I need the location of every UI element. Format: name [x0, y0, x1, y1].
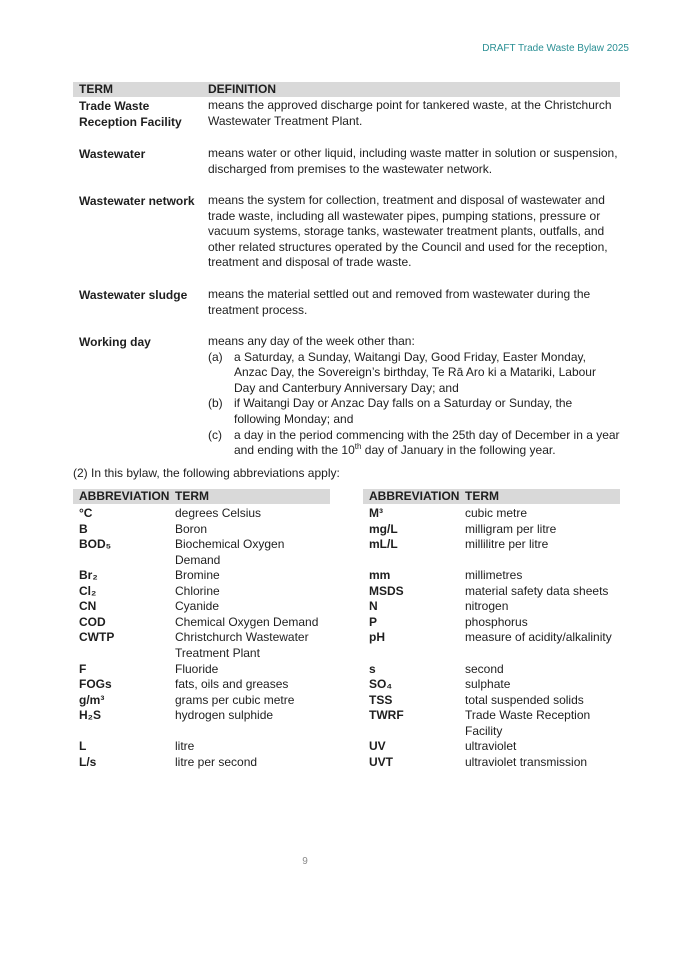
abbreviation-term: measure of acidity/alkalinity: [465, 630, 612, 644]
abbreviation-term: Chlorine: [175, 584, 220, 598]
abbreviation-code: Cl₂: [79, 584, 97, 598]
list-label: (c): [208, 427, 222, 442]
abbreviation-term: litre: [175, 739, 195, 753]
abbreviation-code: COD: [79, 615, 106, 629]
abbreviation-code: °C: [79, 506, 93, 520]
definition-term: Wastewater network: [79, 194, 195, 208]
abbreviations-intro: (2) In this bylaw, the following abbreviations apply:: [73, 466, 340, 480]
abbreviation-term: sulphate: [465, 677, 511, 691]
abbreviation-term: fats, oils and greases: [175, 677, 289, 691]
abbreviation-term: milligram per litre: [465, 522, 557, 536]
list-text: [234, 428, 620, 459]
abbreviation-code: L/s: [79, 755, 97, 769]
definition-term: Wastewater sludge: [79, 288, 188, 302]
abbreviation-code: MSDS: [369, 584, 404, 598]
list-label: (a): [208, 349, 223, 364]
abbreviation-term: Bromine: [175, 568, 220, 582]
abbreviation-term: hydrogen sulphide: [175, 708, 274, 722]
abbreviation-code: N: [369, 599, 378, 613]
abbreviation-term: millilitre per litre: [465, 537, 549, 551]
abbreviation-code: F: [79, 662, 87, 676]
list-text-pre: a day in the period commencing with the 25th day of December in a year and ending with the 10: [234, 427, 620, 458]
abbreviations-header: [73, 489, 330, 504]
abbreviation-term: Fluoride: [175, 662, 219, 676]
abbreviation-code: B: [79, 522, 88, 536]
abbreviation-term: millimetres: [465, 568, 523, 582]
abbreviation-code: FOGs: [79, 677, 112, 691]
definition-text-block: [208, 334, 620, 459]
abbreviation-code: P: [369, 615, 378, 629]
abbreviation-code: CN: [79, 599, 97, 613]
term-column-header: TERM: [465, 489, 499, 503]
abbreviation-term: Chemical Oxygen Demand: [175, 615, 319, 629]
abbreviation-code: UVT: [369, 755, 393, 769]
abbreviation-term: degrees Celsius: [175, 506, 262, 520]
term-column-header: TERM: [79, 82, 113, 96]
abbreviation-code: SO₄: [369, 677, 393, 691]
abbreviation-column-header: ABBREVIATION: [369, 489, 460, 503]
definition-text: means the material settled out and removed from wastewater during the treatment process.: [208, 287, 591, 317]
abbreviation-term: Boron: [175, 522, 208, 536]
abbreviation-term: Trade Waste Reception Facility: [465, 708, 591, 738]
abbreviations-header: [363, 489, 620, 504]
definition-term: Wastewater: [79, 147, 146, 161]
definition-text: means the system for collection, treatment and disposal of wastewater and trade waste, including all wastewater pipes, pumping stations, pressure or vacuum systems, storage tanks, wastewater treatment plants, outfalls, and other related structures operated by the Council and used for the reception, treatment and disposal of trade waste.: [208, 193, 608, 270]
abbreviation-term: ultraviolet transmission: [465, 755, 588, 769]
document-header: DRAFT Trade Waste Bylaw 2025: [482, 43, 629, 54]
list-text-post: day of January in the following year.: [361, 443, 556, 458]
definitions-header: [73, 82, 620, 97]
abbreviation-code: M³: [369, 506, 383, 520]
definition-text: means any day of the week other than:: [208, 334, 415, 348]
abbreviation-code: TSS: [369, 693, 393, 707]
abbreviation-column-header: ABBREVIATION: [79, 489, 170, 503]
abbreviation-term: material safety data sheets: [465, 584, 609, 598]
abbreviation-code: mL/L: [369, 537, 398, 551]
abbreviation-code: g/m³: [79, 693, 105, 707]
abbreviation-term: Christchurch Wastewater Treatment Plant: [175, 630, 309, 660]
abbreviation-term: Cyanide: [175, 599, 220, 613]
definition-column-header: DEFINITION: [208, 82, 276, 96]
abbreviation-term: cubic metre: [465, 506, 528, 520]
list-text: a Saturday, a Sunday, Waitangi Day, Good Friday, Easter Monday, Anzac Day, the Sovereign’s birthday, Te Rā Aro ki a Matariki, Labour Day and Canterbury Anniversary Day; and: [234, 349, 596, 395]
list-item: [208, 396, 620, 427]
abbreviation-term: Biochemical Oxygen Demand: [175, 537, 285, 567]
definition-text: means water or other liquid, including waste matter in solution or suspension, discharged from premises to the wastewater network.: [208, 146, 618, 176]
definition-term: Trade Waste Reception Facility: [79, 99, 182, 129]
ordinal-suffix: th: [354, 442, 362, 452]
abbreviation-term: litre per second: [175, 755, 258, 769]
abbreviation-code: L: [79, 739, 87, 753]
list-item: [208, 350, 620, 397]
abbreviation-term: phosphorus: [465, 615, 528, 629]
term-column-header: TERM: [175, 489, 209, 503]
definition-term: Working day: [79, 335, 151, 349]
abbreviation-code: CWTP: [79, 630, 115, 644]
definition-text: means the approved discharge point for tankered waste, at the Christchurch Wastewater Treatment Plant.: [208, 98, 612, 128]
abbreviation-code: UV: [369, 739, 386, 753]
abbreviation-code: Br₂: [79, 568, 98, 582]
page-number: 9: [302, 856, 308, 867]
abbreviation-term: second: [465, 662, 504, 676]
abbreviation-code: TWRF: [369, 708, 404, 722]
abbreviation-code: H₂S: [79, 708, 102, 722]
abbreviation-term: ultraviolet: [465, 739, 517, 753]
abbreviation-term: grams per cubic metre: [175, 693, 295, 707]
abbreviation-code: s: [369, 662, 376, 676]
abbreviation-code: BOD₅: [79, 537, 112, 551]
abbreviation-term: nitrogen: [465, 599, 509, 613]
list-label: (b): [208, 396, 223, 411]
abbreviation-code: mm: [369, 568, 391, 582]
list-text: if Waitangi Day or Anzac Day falls on a Saturday or Sunday, the following Monday; and: [234, 396, 573, 426]
abbreviation-code: pH: [369, 630, 385, 644]
list-item: [208, 428, 620, 459]
abbreviation-code: mg/L: [369, 522, 398, 536]
abbreviation-term: total suspended solids: [465, 693, 584, 707]
